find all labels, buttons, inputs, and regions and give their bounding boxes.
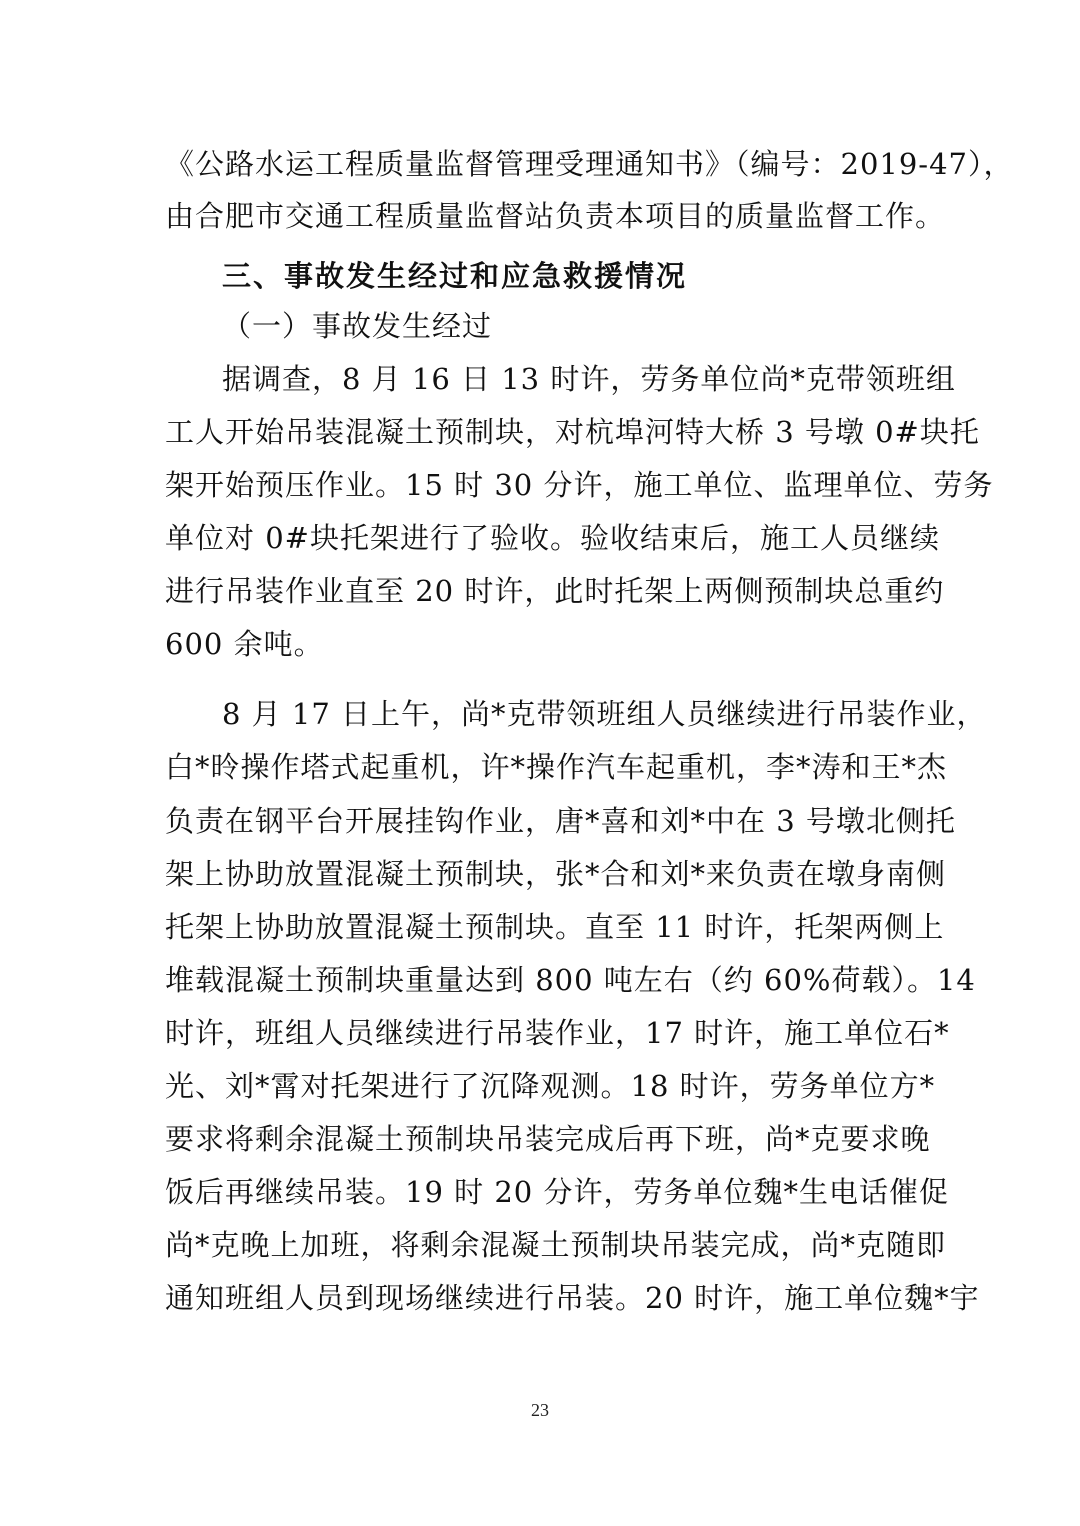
text-line: 工人开始吊装混凝土预制块，对杭埠河特大桥 3 号墩 0#块托 (165, 415, 980, 449)
section-heading: 三、事故发生经过和应急救援情况 (222, 259, 688, 293)
text-line: 时许，班组人员继续进行吊装作业，17 时许，施工单位石* (165, 1016, 950, 1050)
text-line: 堆载混凝土预制块重量达到 800 吨左右（约 60%荷载）。14 (165, 963, 976, 997)
text-line: 据调查，8 月 16 日 13 时许，劳务单位尚*克带领班组 (222, 362, 956, 396)
text-line: 通知班组人员到现场继续进行吊装。20 时许，施工单位魏*宇 (165, 1281, 980, 1315)
text-line: 架上协助放置混凝土预制块，张*合和刘*来负责在墩身南侧 (165, 857, 947, 891)
text-line: 饭后再继续吊装。19 时 20 分许，劳务单位魏*生电话催促 (165, 1175, 949, 1209)
text-line: 8 月 17 日上午，尚*克带领班组人员继续进行吊装作业， (222, 697, 987, 731)
text-line: 《公路水运工程质量监督管理受理通知书》（编号：2019-47）， (165, 147, 1014, 181)
subsection-heading: （一）事故发生经过 (222, 309, 493, 343)
text-line: 进行吊装作业直至 20 时许，此时托架上两侧预制块总重约 (165, 574, 945, 608)
text-line: 光、刘*霄对托架进行了沉降观测。18 时许，劳务单位方* (165, 1069, 936, 1103)
text-line: 单位对 0#块托架进行了验收。验收结束后，施工人员继续 (165, 521, 940, 555)
text-line: 要求将剩余混凝土预制块吊装完成后再下班，尚*克要求晚 (165, 1122, 931, 1156)
text-line: 负责在钢平台开展挂钩作业，唐*喜和刘*中在 3 号墩北侧托 (165, 804, 956, 838)
text-line: 由合肥市交通工程质量监督站负责本项目的质量监督工作。 (165, 199, 946, 233)
text-line: 600 余吨。 (165, 627, 324, 661)
text-line: 白*昤操作塔式起重机，许*操作汽车起重机，李*涛和王*杰 (165, 750, 948, 784)
text-line: 尚*克晚上加班，将剩余混凝土预制块吊装完成，尚*克随即 (165, 1228, 947, 1262)
page-number: 23 (531, 1400, 549, 1420)
text-line: 架开始预压作业。15 时 30 分许，施工单位、监理单位、劳务 (165, 468, 994, 502)
text-line: 托架上协助放置混凝土预制块。直至 11 时许，托架两侧上 (165, 910, 945, 944)
